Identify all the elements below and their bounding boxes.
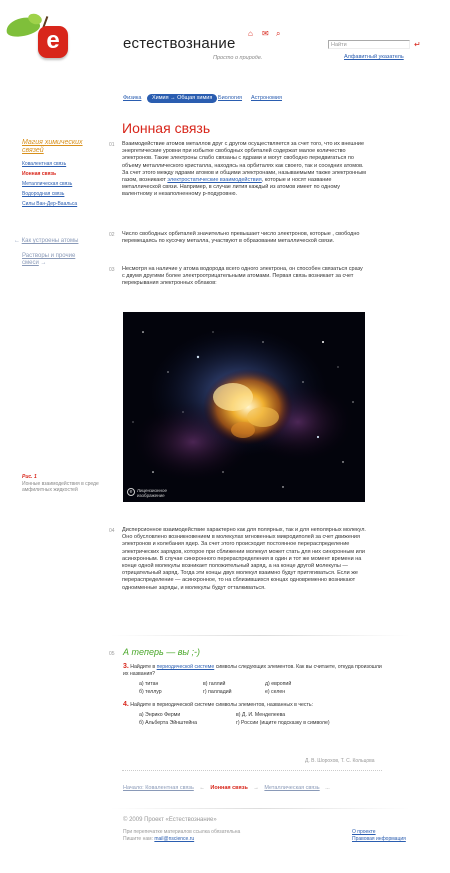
sidebar-item-hydrogen[interactable]: Водородная связь [22, 191, 65, 197]
task-option: а) титан [139, 681, 159, 687]
task-option: б) Альберта Эйнштейна [139, 720, 198, 726]
search-input[interactable]: Найти [328, 40, 410, 49]
sidebar-section [22, 139, 92, 207]
ellipsis: ... [325, 785, 330, 791]
tab-chemistry[interactable]: Химия → Общая химия [147, 94, 217, 103]
mail-icon[interactable]: ✉ [262, 29, 269, 38]
electrostatic-link[interactable]: электростатические взаимодействия [167, 177, 262, 184]
paragraph-text: , которые и носят название металлической связи. Например, в случае лития каждый из атомов имеет по одному валентному и незаполненному p-подуровню. [122, 177, 340, 198]
paragraph [122, 141, 367, 199]
next-page-link[interactable]: Металлическая связь [264, 785, 320, 791]
task-text: символы следующих элементов. Как вы считаете, откуда произошли их названия? [123, 664, 382, 677]
prev-topic-label[interactable]: Как устроены атомы [21, 238, 79, 244]
contact-line [123, 836, 194, 842]
paragraph: Несмотря на наличие у атома водорода всего одного электрона, он способен связаться сразу с двумя другими более электроотрицательными атомами. Первая связь возникает за счет перекрывания электронных облаков: [122, 266, 363, 287]
page-title: Ионная связь [122, 120, 211, 136]
periodic-table-link[interactable]: периодической системе [156, 664, 215, 670]
figure-label: Рис. 1 [22, 474, 37, 480]
about-link[interactable]: О проекте [352, 829, 376, 835]
task-number: 4. [123, 701, 129, 708]
paragraph: Число свободных орбиталей значительно превышает число электронов, которые , свободно перемещаясь по кусочку металла, участвуют в образовании металлической связи. [122, 231, 360, 245]
image-watermark: Лицензионное изображение [137, 488, 168, 498]
logo[interactable]: е [38, 26, 68, 58]
nebula-illustration [123, 312, 365, 502]
sidebar-item-covalent[interactable]: Ковалентная связь [22, 161, 67, 167]
prev-topic-link[interactable] [14, 238, 78, 244]
task-text: Найдите в периодической системе символы элементов, названных в честь: [130, 702, 314, 708]
next-topic-label[interactable]: Растворы и прочие смеси [22, 253, 76, 266]
email-link[interactable]: mail@nscience.ru [154, 836, 195, 842]
authors: Д. В. Шорохов, Т. С. Кольцова [305, 758, 375, 764]
figure-caption: Ионные взаимодействия в среде амфилитных жидкостей [22, 481, 99, 493]
exercise-title: А теперь — вы ;-) [123, 647, 201, 657]
sidebar-section-title[interactable]: Магия химических связей [22, 139, 83, 154]
divider [110, 808, 410, 809]
divider [122, 770, 382, 771]
sidebar-item-ionic: Ионная связь [22, 171, 57, 177]
task-option: г) палладий [203, 689, 232, 695]
contact-label: Пишите нам: [123, 836, 155, 842]
tab-physics[interactable]: Физика [123, 95, 142, 101]
site-title[interactable]: естествознание [123, 35, 236, 52]
task-number: 3. [123, 663, 129, 670]
search-icon[interactable]: ⌕ [276, 29, 281, 38]
copyright: © 2009 Проект «Естествознание» [123, 817, 217, 823]
paragraph-number: 03 [109, 267, 115, 273]
arrow-right-icon: → [40, 260, 47, 266]
license-icon: e [127, 488, 135, 496]
home-icon[interactable]: ⌂ [248, 29, 253, 38]
prev-page-link[interactable]: Начало: Ковалентная связь [123, 785, 194, 791]
arrow-left-icon: ← [199, 785, 205, 791]
task-option: е) селен [265, 689, 286, 695]
tab-biology[interactable]: Биология [218, 95, 243, 101]
task-option: б) теллур [139, 689, 162, 695]
task-3 [123, 663, 383, 678]
alphabetical-index-link[interactable]: Алфавитный указатель [344, 54, 404, 60]
task-option: д) европий [265, 681, 292, 687]
arrow-left-icon: ← [14, 238, 20, 244]
paragraph-text: Взаимодействие атомов металлов друг с другом осуществляется за счет того, что их внешние энергетические уровни при избытке свободных орбиталей содержат малое количество электронов. Такие электроны слабо связаны с ядрами и могут свободно передвигаться по объему металлического кристалла, находясь на орбиталях как своего, так и соседних атомов. За счет этого между ядрами атомов и общими электронами, называемыми также электронным газом, возникают [122, 141, 366, 184]
task-option: г) России (ищите подсказку в символе) [236, 720, 330, 726]
next-topic-link[interactable] [22, 253, 82, 267]
bottom-navigation [123, 785, 334, 791]
paragraph-number: 05 [109, 651, 115, 657]
reprint-notice: При перепечатке материалов ссылка обязательна [123, 829, 241, 835]
paragraph-number: 04 [109, 528, 115, 534]
sidebar-item-metallic[interactable]: Металлическая связь [22, 181, 73, 187]
nebula-image [123, 312, 365, 502]
task-text: Найдите в [130, 664, 157, 670]
search-submit-icon[interactable]: ↵ [414, 40, 421, 49]
paragraph-number: 02 [109, 232, 115, 238]
tab-astronomy[interactable]: Астрономия [251, 95, 282, 101]
paragraph: Дисперсионное взаимодействие характерно как для полярных, так и для неполярных молекул. Оно обусловлено возникновением в молекулах мгновенных микродиполей за счет движения электронов и колебания ядер. За счет этого происходит постоянное перераспределение электрических зарядов, которое при сближении молекул может стать для них синхронным или асинхронным. В случае синхронного перераспределения в один и тот же момент времени на конце одной молекулы возникает положительный заряд, а на конце другой молекулы — отрицательный заряд. Тогда эти концы двух молекул взаимно будут притягиваться. Если же перераспределение — асинхронное, то на сблизившихся концах одновременно возникают одноименные заряды, и молекулы будут отталкиваться. [122, 527, 366, 591]
paragraph-number: 01 [109, 142, 115, 148]
task-option: в) галлий [203, 681, 226, 687]
legal-link[interactable]: Правовая информация [352, 836, 406, 842]
sidebar-item-van-der-waals[interactable]: Силы Ван-Дер-Ваальса [22, 201, 78, 207]
task-4 [123, 701, 383, 709]
task-option: а) Энрико Ферми [139, 712, 181, 718]
current-page: Ионная связь [210, 785, 248, 791]
task-option: в) Д. И. Менделеева [236, 712, 286, 718]
arrow-right-icon: → [253, 785, 259, 791]
tagline: Просто о природе. [213, 55, 263, 61]
divider [110, 635, 410, 636]
